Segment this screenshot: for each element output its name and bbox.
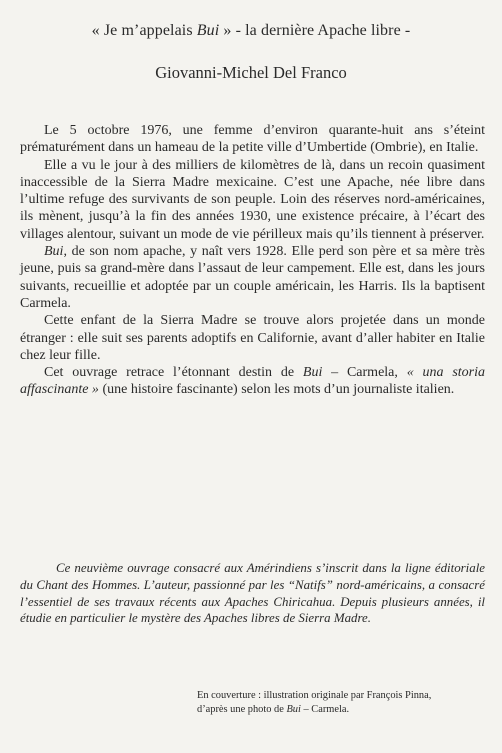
p5-text-2: – Carmela, xyxy=(322,365,407,381)
editorial-note xyxy=(20,560,485,627)
author-name: Giovanni-Michel Del Franco xyxy=(155,63,347,82)
p5-text-1: Cet ouvrage retrace l’étonnant destin de xyxy=(44,365,303,381)
credit-line-1: En couverture : illustration originale par François Pinna, xyxy=(197,690,432,701)
p3-text: , de son nom apache, y naît vers 1928. Elle perd son père et sa mère très jeune, puis sa grand-mère dans l’assaut de leur campement. Elle est, dans les jours suivants, recueillie et adoptée par un couple américain, les Harris. Ils la baptisent Carmela. xyxy=(20,244,485,311)
title-part-1: « Je m’appelais xyxy=(91,22,197,39)
credit-text-2: – Carmela. xyxy=(300,703,350,715)
p5-italic-name: Bui xyxy=(302,365,323,381)
cover-credit xyxy=(197,689,497,716)
synopsis-paragraph-2: Elle a vu le jour à des milliers de kilomètres de là, dans un recoin quasiment inaccessible de la Sierra Madre mexicaine. C’est une Apache, née libre dans l’ultime refuge des survivants de son peuple. Loin des réserves nord-américaines, ils mènent, jusqu’à la fin des années 1930, une existence précaire, à l’écart des villages alentour, suivant un mode de vie périlleux mais qu’ils tiennent à préserver. xyxy=(20,157,485,242)
synopsis xyxy=(20,122,485,399)
p5-italic-quote: « una storia affascinante » xyxy=(20,365,486,398)
synopsis-paragraph-5 xyxy=(20,364,485,399)
synopsis-paragraph-3 xyxy=(20,243,485,312)
credit-line-2 xyxy=(197,703,497,717)
synopsis-paragraph-4: Cette enfant de la Sierra Madre se trouve alors projetée dans un monde étranger : elle suit ses parents adoptifs en Californie, avant d’aller habiter en Italie chez leur fille. xyxy=(20,313,485,363)
editorial-note-text: Ce neuvième ouvrage consacré aux Amérindiens s’inscrit dans la ligne éditoriale du Chant des Hommes. L’auteur, passionné par les “Natifs” nord-américains, a consacré l’essentiel de ses travaux récents aux Apaches Chiricahua. Depuis plusieurs années, il étudie en particulier le mystère des Apaches libres de Sierra Madre. xyxy=(20,561,485,626)
credit-italic-name: Bui xyxy=(286,703,301,715)
p3-italic-name: Bui xyxy=(44,244,64,260)
p5-text-3: (une histoire fascinante) selon les mots d’un journaliste italien. xyxy=(98,382,455,398)
title-part-3: » - la dernière Apache libre - xyxy=(219,22,411,39)
title-part-2: Bui xyxy=(196,22,220,39)
synopsis-paragraph-1: Le 5 octobre 1976, une femme d’environ quarante-huit ans s’éteint prématurément dans un hameau de la petite ville d’Umbertide (Ombrie), en Italie. xyxy=(20,123,485,156)
credit-text-1: d’après une photo de xyxy=(197,703,287,715)
book-title xyxy=(0,22,502,40)
